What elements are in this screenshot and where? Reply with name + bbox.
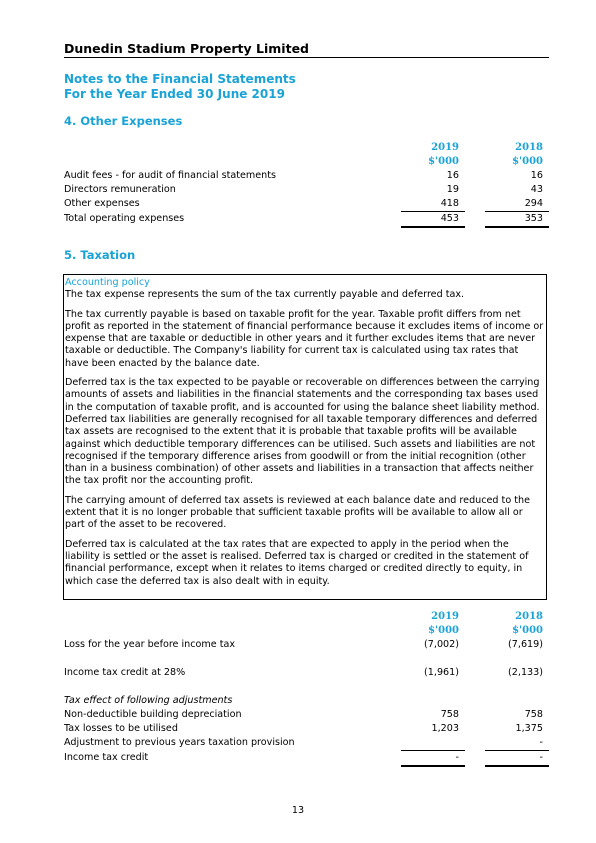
table-row xyxy=(64,169,549,183)
table-row xyxy=(64,694,549,708)
row-value-2018: 294 xyxy=(524,198,543,209)
section-heading-taxation: 5. Taxation xyxy=(64,248,136,262)
accounting-policy-box xyxy=(63,274,547,600)
column-header-2018: 2018 xyxy=(515,611,543,622)
row-value-2019: 1,203 xyxy=(431,723,459,734)
row-label: Income tax credit at 28% xyxy=(64,667,186,678)
total-label: Income tax credit xyxy=(64,752,149,764)
policy-label: Accounting policy xyxy=(65,277,150,288)
policy-paragraph: The carrying amount of deferred tax assets is reviewed at each balance date and reduced to the extent that it is no longer probable that sufficient taxable profits will be available to allow all or part of the asset to be recovered. xyxy=(65,494,530,531)
table-row xyxy=(64,638,549,652)
total-label: Total operating expenses xyxy=(64,213,185,225)
row-value-2019: 19 xyxy=(446,184,459,195)
row-value-2019: 16 xyxy=(446,170,459,181)
row-label: Loss for the year before income tax xyxy=(64,639,236,650)
policy-paragraph: Deferred tax is calculated at the tax rates that are expected to apply in the period when the liability is settled or the asset is realised. Deferred tax is charged or credited in the statement of financial performance, except when it relates to items charged or credited directly to equity, in which case the deferred tax is also dealt with in equity. xyxy=(65,538,529,587)
total-row xyxy=(64,751,549,767)
table-row xyxy=(64,666,549,680)
row-label: Audit fees - for audit of financial statements xyxy=(64,170,277,181)
total-value-2019: 453 xyxy=(401,212,465,228)
table-header-row xyxy=(64,624,549,638)
row-value-2018: 16 xyxy=(530,170,543,181)
table-row xyxy=(64,736,549,751)
page-title xyxy=(64,72,296,102)
column-header-2018: 2018 xyxy=(515,142,543,153)
row-value-2019 xyxy=(401,736,465,751)
row-value-2018: (2,133) xyxy=(508,667,543,678)
column-unit-2018: $'000 xyxy=(512,625,543,636)
row-label: Other expenses xyxy=(64,198,140,210)
row-label: Tax losses to be utilised xyxy=(64,723,178,734)
row-value-2019: 758 xyxy=(440,709,459,720)
header-divider xyxy=(64,57,549,58)
table-header-row xyxy=(64,155,549,169)
page-number: 13 xyxy=(291,805,305,816)
table-header-blank xyxy=(64,141,401,155)
row-value-2018: 1,375 xyxy=(515,723,543,734)
row-value-2018: (7,619) xyxy=(508,639,543,650)
table-header-row xyxy=(64,610,549,624)
table-row xyxy=(64,722,549,736)
column-header-2019: 2019 xyxy=(431,142,459,153)
table-row xyxy=(64,197,549,212)
taxation-table xyxy=(64,610,549,767)
policy-paragraph: Deferred tax is the tax expected to be payable or recoverable on differences between the carrying amounts of assets and liabilities in the financial statements and the corresponding tax bases used in the computation of taxable profit, and is accounted for using the balance sheet liability method. Deferred tax liabilities are generally recognised for all taxable temporary differences and deferred tax assets are recognised to the extent that it is probable that taxable profits will be available against which deductible temporary differences can be utilised. Such assets and liabilities are not recognised if the temporary difference arises from goodwill or from the initial recognition (other than in a business combination) of other assets and liabilities in a transaction that affects neither the tax profit nor the accounting profit. xyxy=(65,377,540,487)
row-value-2019: 418 xyxy=(440,198,459,209)
column-unit-2019: $'000 xyxy=(428,625,459,636)
table-row xyxy=(64,708,549,722)
row-label: Adjustment to previous years taxation provision xyxy=(64,737,295,749)
page-title-line-1: Notes to the Financial Statements xyxy=(64,72,296,86)
section-heading-other-expenses: 4. Other Expenses xyxy=(64,114,183,128)
total-value-2019: - xyxy=(401,751,465,767)
other-expenses-table xyxy=(64,141,549,228)
row-value-2019: (1,961) xyxy=(424,667,459,678)
table-header-row xyxy=(64,141,549,155)
row-label: Directors remuneration xyxy=(64,184,176,195)
column-unit-2019: $'000 xyxy=(428,156,459,167)
policy-paragraph: The tax currently payable is based on taxable profit for the year. Taxable profit differs from net profit as reported in the statement of financial performance because it excludes items of income or expense that are taxable or deductible in other years and it further excludes items that are never taxable or deductible. The Company's liability for current tax is calculated using tax rates that have been enacted by the balance date. xyxy=(65,308,544,369)
total-row xyxy=(64,212,549,228)
policy-paragraph: The tax expense represents the sum of the tax currently payable and deferred tax. xyxy=(65,289,465,301)
row-value-2019: (7,002) xyxy=(424,639,459,650)
total-value-2018: 353 xyxy=(485,212,549,228)
row-value-2018: - xyxy=(539,737,543,748)
page-title-line-2: For the Year Ended 30 June 2019 xyxy=(64,87,285,101)
column-unit-2018: $'000 xyxy=(512,156,543,167)
adjustments-heading: Tax effect of following adjustments xyxy=(64,695,233,706)
row-label: Non-deductible building depreciation xyxy=(64,709,242,720)
company-name: Dunedin Stadium Property Limited xyxy=(64,41,309,56)
column-header-2019: 2019 xyxy=(431,611,459,622)
total-value-2018: - xyxy=(485,751,549,767)
table-row xyxy=(64,183,549,197)
row-value-2018: 43 xyxy=(530,184,543,195)
row-value-2018: 758 xyxy=(524,709,543,720)
